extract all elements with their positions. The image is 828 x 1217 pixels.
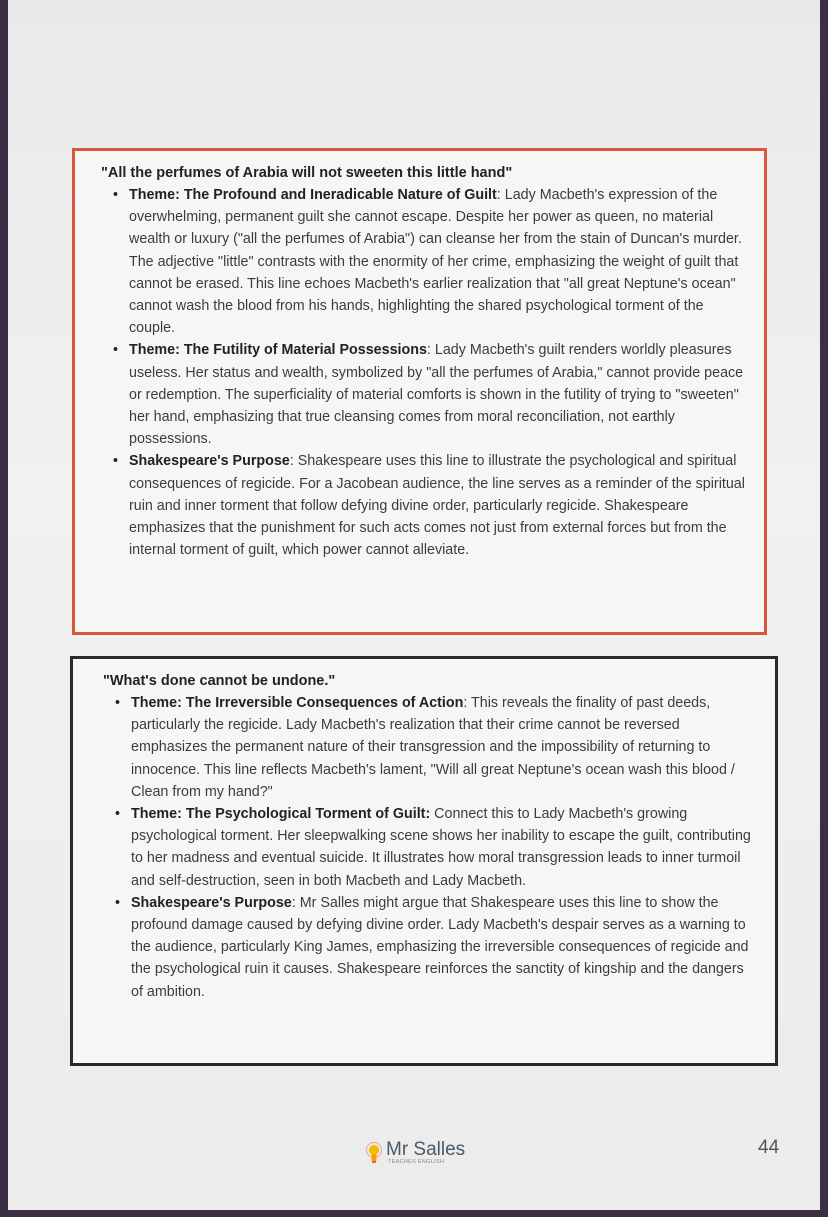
quote-box-done [70, 656, 778, 1066]
bullet-icon: • [115, 894, 121, 911]
quote-box-perfumes [72, 148, 767, 635]
mr-salles-logo [366, 1140, 465, 1165]
bullet-icon: • [113, 453, 119, 470]
quote-heading: "All the perfumes of Arabia will not sweeten this little hand" [101, 165, 513, 181]
list-item [113, 184, 746, 339]
analysis-list [103, 692, 757, 1003]
point-label: Theme: The Profound and Ineradicable Nature of Guilt [129, 187, 497, 203]
point-text: : Lady Macbeth's guilt renders worldly pleasures useless. Her status and wealth, symbolized by "all the perfumes of Arabia," cannot provide peace or redemption. The superficiality of material comforts is shown in the futility of trying to "sweeten" her hand, emphasizing that true cleansing comes from moral reconciliation, not earthly possessions. [129, 342, 744, 448]
logo-name: Mr Salles [386, 1139, 466, 1160]
document-page [8, 0, 820, 1210]
bullet-icon: • [113, 342, 119, 359]
list-item [115, 803, 757, 892]
analysis-list [101, 184, 746, 561]
point-text: : This reveals the finality of past deeds, particularly the regicide. Lady Macbeth's realization that their crime cannot be reversed emphasizes the permanent nature of their transgression and the impossibility of returning to innocence. This line reflects Macbeth's lament, "Will all great Neptune's ocean wash this blood / Clean from my hand?" [131, 695, 735, 800]
list-item [113, 450, 746, 561]
point-label: Shakespeare's Purpose [131, 894, 292, 911]
list-item [115, 892, 757, 1003]
page-number: 44 [758, 1137, 780, 1158]
point-label: Theme: The Irreversible Consequences of Action [131, 695, 464, 711]
logo-tagline: TEACHES ENGLISH [388, 1159, 445, 1165]
lightbulb-icon [366, 1142, 382, 1164]
quote-heading: "What's done cannot be undone." [103, 673, 336, 689]
list-item [115, 692, 757, 803]
list-item [113, 339, 746, 450]
point-label: Theme: The Futility of Material Possessions [129, 342, 427, 359]
point-label: Shakespeare's Purpose [129, 453, 290, 470]
point-text: : Lady Macbeth's expression of the overwhelming, permanent guilt she cannot escape. Despite her power as queen, no material wealth or luxury ("all the perfumes of Arabia") can cleanse her from the stain of Duncan's murder. The adjective "little" contrasts with the enormity of her crime, emphasizing the weight of guilt that cannot be erased. This line echoes Macbeth's earlier realization that "all great Neptune's ocean" cannot wash the blood from his hands, highlighting the shared psychological torment of the couple. [129, 187, 742, 337]
point-text: Connect this to Lady Macbeth's growing psychological torment. Her sleepwalking scene shows her inability to escape the guilt, contributing to her madness and eventual suicide. It illustrates how moral transgression leads to inner turmoil and self-destruction, seen in both Macbeth and Lady Macbeth. [131, 806, 751, 889]
bullet-icon: • [115, 806, 121, 823]
bullet-icon: • [115, 695, 121, 711]
bullet-icon: • [113, 187, 119, 203]
point-text: : Shakespeare uses this line to illustrate the psychological and spiritual consequences of regicide. For a Jacobean audience, the line serves as a reminder of the spiritual ruin and inner torment that follow defying divine order, particularly regicide. Shakespeare emphasizes that the punishment for such acts comes not just from external forces but from the internal torment of guilt, which power cannot alleviate. [129, 453, 745, 559]
point-text: : Mr Salles might argue that Shakespeare uses this line to show the profound damage caused by defying divine order. Lady Macbeth's despair serves as a warning to the audience, particularly King James, emphasizing the irreversible consequences of regicide and the psychological ruin it causes. Shakespeare reinforces the sanctity of kingship and the dangers of ambition. [131, 894, 749, 1000]
point-label: Theme: The Psychological Torment of Guilt: [131, 806, 431, 823]
